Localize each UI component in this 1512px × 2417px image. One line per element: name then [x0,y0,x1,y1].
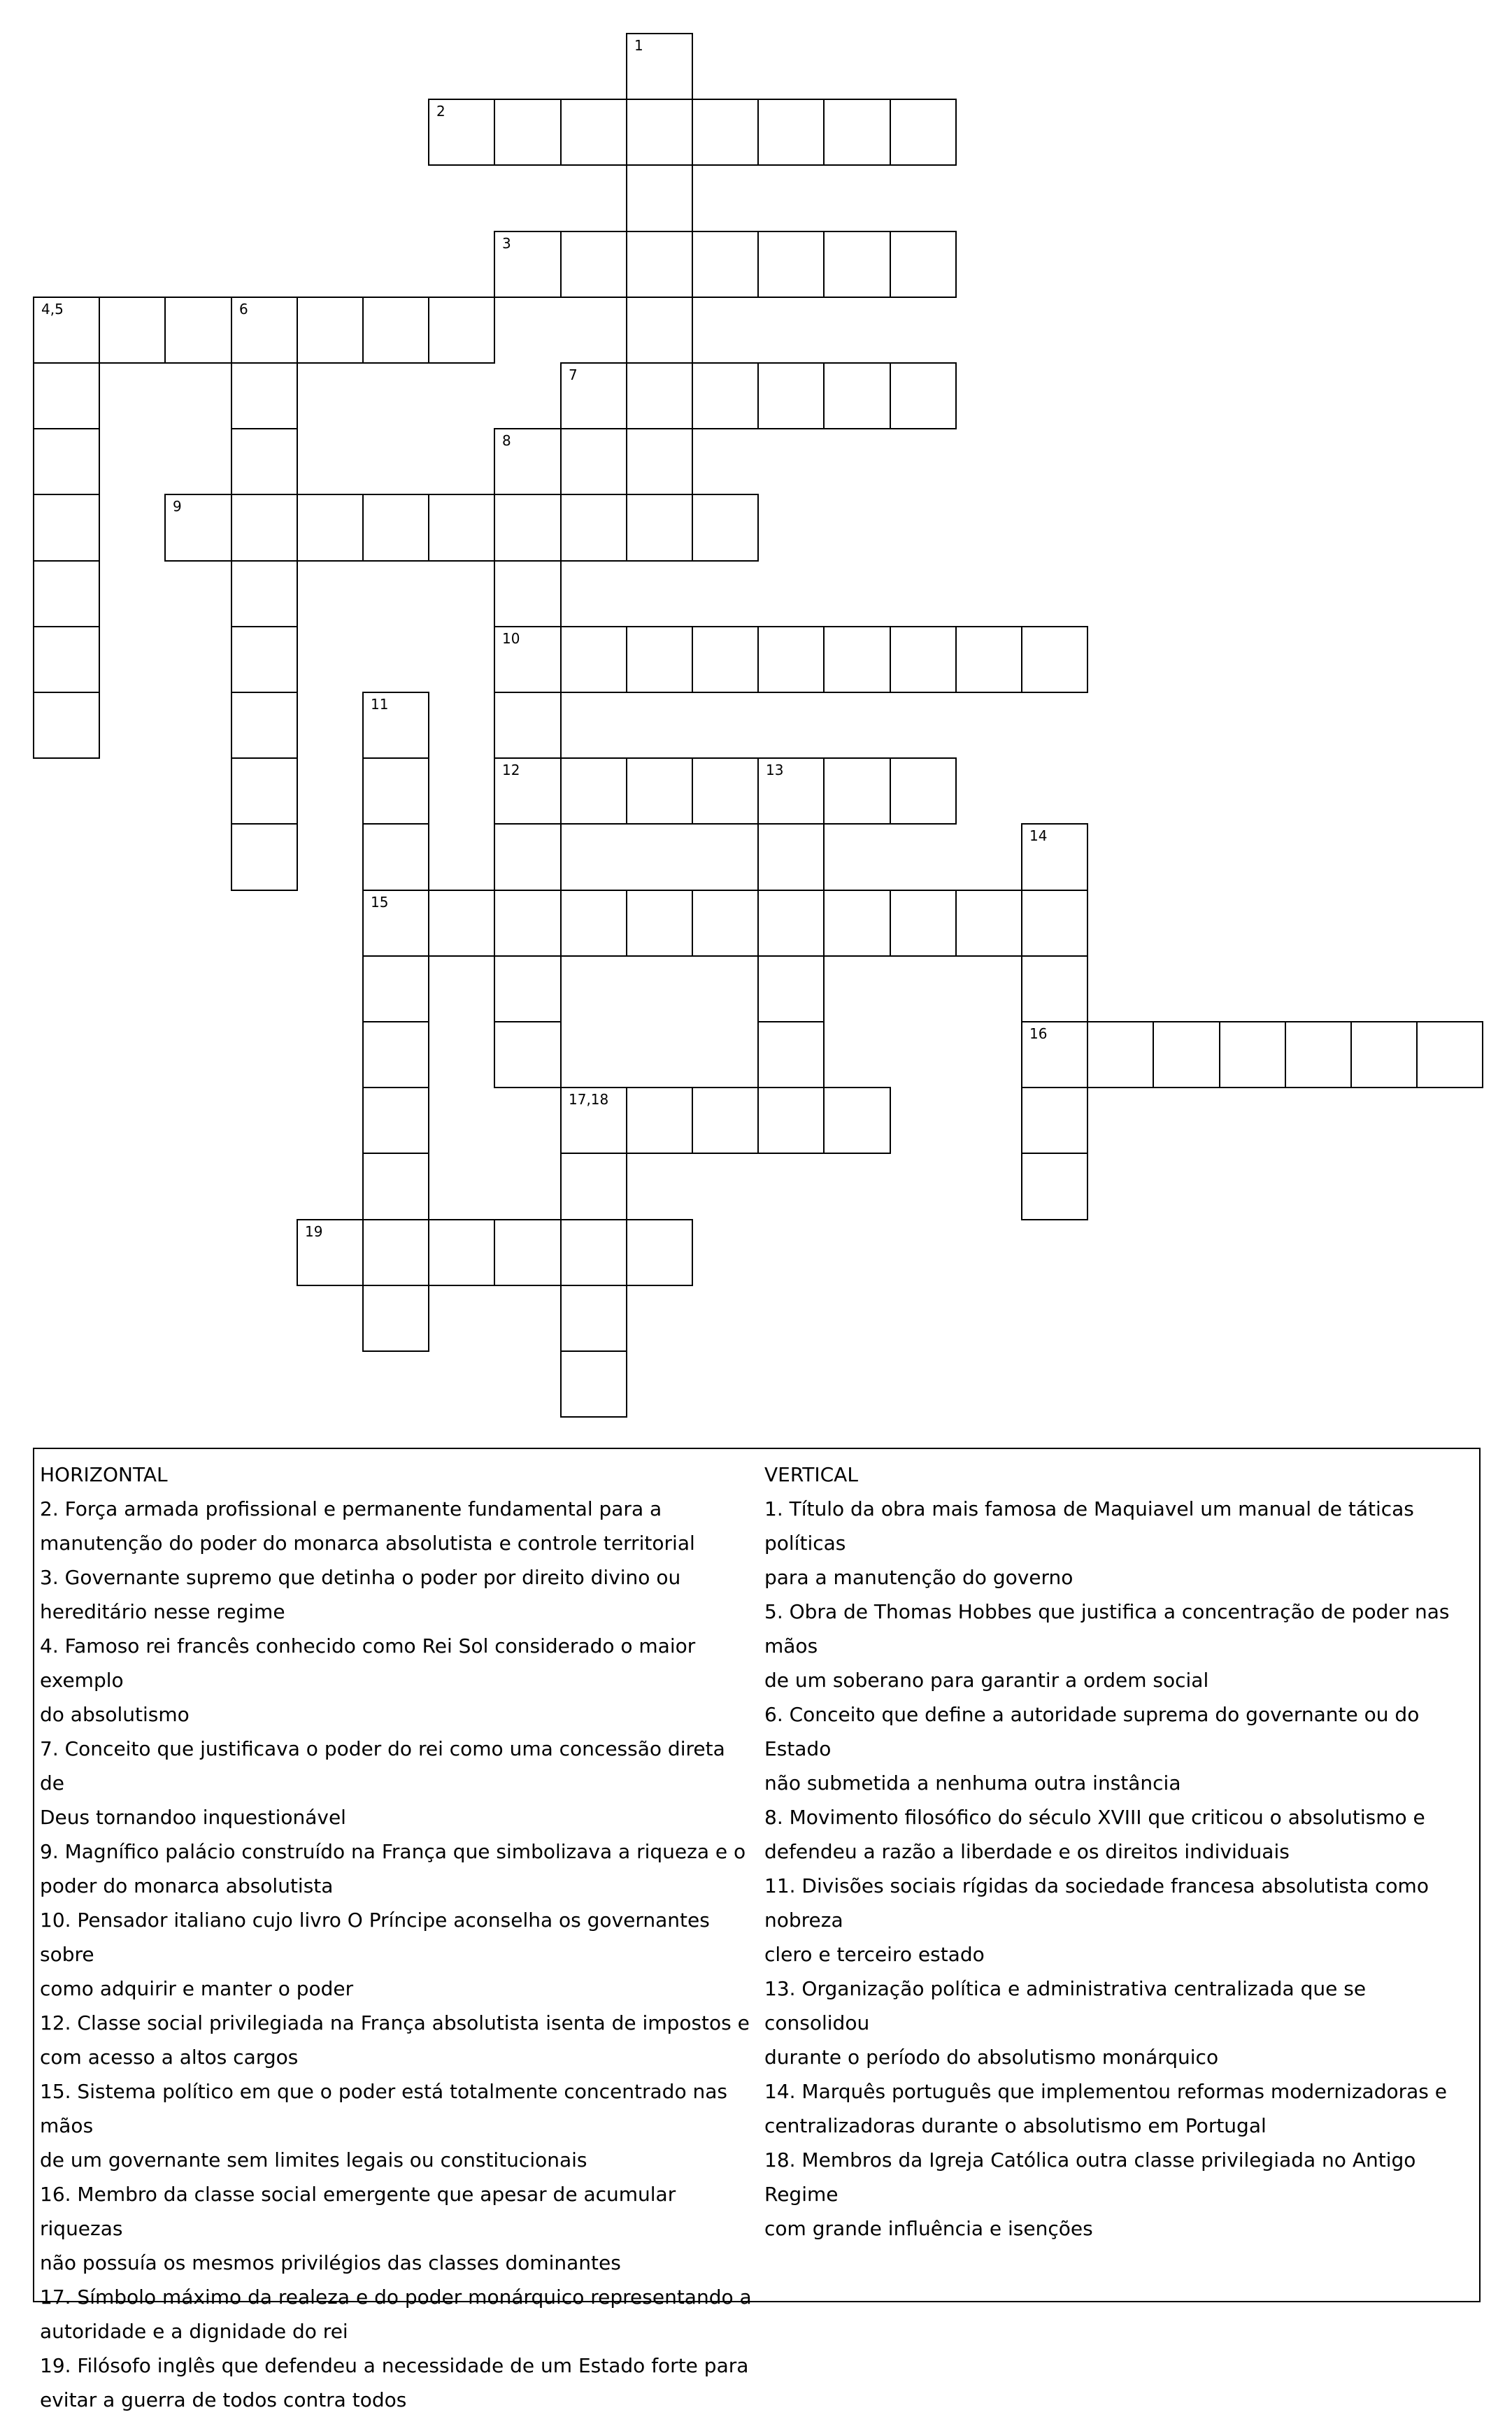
grid-cell[interactable] [560,890,627,957]
grid-cell[interactable] [231,626,298,693]
grid-cell[interactable] [494,890,562,957]
grid-cell[interactable] [560,99,627,166]
clue-number: 14 [1029,827,1048,844]
grid-cell[interactable] [231,362,298,429]
grid-cell[interactable] [626,99,693,166]
grid-cell[interactable] [890,626,957,693]
clue-line: 10. Pensador italiano cujo livro O Príncipe aconselha os governantes sobre [40,1909,710,1966]
grid-cell[interactable] [692,494,759,562]
grid-cell[interactable] [362,1219,429,1286]
grid-cell[interactable] [164,297,232,364]
clue-number: 19 [305,1223,323,1240]
grid-cell[interactable] [494,231,562,298]
clue-line: 7. Conceito que justificava o poder do rei como uma concessão direta de [40,1737,725,1795]
horizontal-clue-list [40,1492,753,2417]
grid-cell[interactable] [297,297,364,364]
grid-cell[interactable] [33,626,100,693]
grid-cell[interactable] [560,1350,627,1418]
clue-number: 11 [371,696,389,713]
grid-cell[interactable] [33,428,100,495]
grid-cell[interactable] [1416,1021,1483,1088]
grid-cell[interactable] [362,1021,429,1088]
grid-cell[interactable] [231,692,298,759]
grid-cell[interactable] [33,297,100,364]
clue-line: hereditário nesse regime [40,1600,285,1623]
clue-line: defendeu a razão a liberdade e os direitos individuais [764,1840,1290,1863]
grid-cell[interactable] [626,231,693,298]
grid-cell[interactable] [626,1219,693,1286]
clue-number: 1 [634,37,643,54]
clue-line: 14. Marquês português que implementou reformas modernizadoras e [764,2080,1448,2103]
clue-line: 19. Filósofo inglês que defendeu a necessidade de um Estado forte para [40,2354,749,2377]
grid-cell[interactable] [362,692,429,759]
clue-line: 12. Classe social privilegiada na França absolutista isenta de impostos e [40,2011,750,2034]
grid-cell[interactable] [626,362,693,429]
grid-cell[interactable] [494,823,562,891]
grid-cell[interactable] [362,823,429,891]
grid-cell[interactable] [692,890,759,957]
clue-line: 1. Título da obra mais famosa de Maquiavel um manual de táticas políticas [764,1497,1414,1555]
grid-cell[interactable] [692,1087,759,1154]
grid-cell[interactable] [890,890,957,957]
clue-number: 12 [502,762,520,778]
clue-line: 18. Membros da Igreja Católica outra classe privilegiada no Antigo Regime [764,2148,1416,2206]
horizontal-title: HORIZONTAL [40,1463,168,1486]
grid-cell[interactable] [1087,1021,1154,1088]
clue-number: 4,5 [41,301,64,318]
grid-cell[interactable] [494,757,562,825]
clue-number: 16 [1029,1025,1048,1042]
grid-cell[interactable] [757,362,825,429]
grid-cell[interactable] [428,1219,495,1286]
grid-cell[interactable] [33,362,100,429]
grid-cell[interactable] [231,823,298,891]
clue-line: 15. Sistema político em que o poder está totalmente concentrado nas mãos [40,2080,727,2137]
grid-cell[interactable] [494,560,562,627]
grid-cell[interactable] [297,494,364,562]
grid-cell[interactable] [890,757,957,825]
grid-cell[interactable] [560,494,627,562]
clue-line: durante o período do absolutismo monárquico [764,2046,1219,2069]
clue-line: 17. Símbolo máximo da realeza e do poder monárquico representando a [40,2286,752,2309]
clue-line: com acesso a altos cargos [40,2046,299,2069]
clue-line: para a manutenção do governo [764,1566,1074,1589]
grid-cell[interactable] [1021,955,1088,1022]
grid-cell[interactable] [494,99,562,166]
grid-cell[interactable] [890,362,957,429]
clue-line: Deus tornandoo inquestionável [40,1806,346,1829]
grid-cell[interactable] [362,890,429,957]
grid-cell[interactable] [362,1087,429,1154]
vertical-clue-list [764,1492,1472,2246]
grid-cell[interactable] [823,99,891,166]
grid-cell[interactable] [1021,823,1088,891]
grid-cell[interactable] [1350,1021,1418,1088]
grid-cell[interactable] [626,1087,693,1154]
grid-cell[interactable] [757,757,825,825]
grid-cell[interactable] [164,494,232,562]
grid-cell[interactable] [626,297,693,364]
grid-cell[interactable] [1021,626,1088,693]
grid-cell[interactable] [560,1087,627,1154]
grid-cell[interactable] [231,428,298,495]
grid-cell[interactable] [231,560,298,627]
grid-cell[interactable] [428,890,495,957]
grid-cell[interactable] [757,1021,825,1088]
grid-cell[interactable] [494,1219,562,1286]
grid-cell[interactable] [692,99,759,166]
horizontal-clues [40,1457,753,2417]
clue-line: de um governante sem limites legais ou constitucionais [40,2148,587,2172]
grid-cell[interactable] [823,626,891,693]
clue-line: autoridade e a dignidade do rei [40,2320,348,2343]
grid-cell[interactable] [362,955,429,1022]
grid-cell[interactable] [692,231,759,298]
grid-cell[interactable] [626,494,693,562]
clue-number: 10 [502,630,520,647]
clue-line: de um soberano para garantir a ordem social [764,1669,1209,1692]
grid-cell[interactable] [823,1087,891,1154]
clue-number: 8 [502,432,511,449]
clue-line: com grande influência e isenções [764,2217,1093,2240]
grid-cell[interactable] [1021,1153,1088,1220]
clue-number: 17,18 [569,1091,609,1108]
grid-cell[interactable] [757,890,825,957]
clue-line: clero e terceiro estado [764,1943,985,1966]
clue-line: 2. Força armada profissional e permanente fundamental para a [40,1497,662,1520]
grid-cell[interactable] [362,297,429,364]
grid-cell[interactable] [33,560,100,627]
clue-line: 3. Governante supremo que detinha o poder por direito divino ou [40,1566,681,1589]
clue-line: não submetida a nenhuma outra instância [764,1771,1181,1795]
grid-cell[interactable] [1153,1021,1220,1088]
vertical-title: VERTICAL [764,1463,858,1486]
grid-cell[interactable] [560,1153,627,1220]
grid-cell[interactable] [823,757,891,825]
grid-cell[interactable] [692,626,759,693]
grid-cell[interactable] [757,1087,825,1154]
grid-cell[interactable] [757,823,825,891]
grid-cell[interactable] [494,428,562,495]
grid-cell[interactable] [297,1219,364,1286]
grid-cell[interactable] [692,362,759,429]
grid-cell[interactable] [955,890,1022,957]
grid-cell[interactable] [99,297,166,364]
clue-line: 8. Movimento filosófico do século XVIII que criticou o absolutismo e [764,1806,1425,1829]
grid-cell[interactable] [362,757,429,825]
grid-cell[interactable] [362,1153,429,1220]
grid-cell[interactable] [955,626,1022,693]
grid-cell[interactable] [494,494,562,562]
clue-line: 4. Famoso rei francês conhecido como Rei Sol considerado o maior exemplo [40,1634,696,1692]
grid-cell[interactable] [560,362,627,429]
clue-number: 2 [436,103,445,120]
grid-cell[interactable] [626,33,693,100]
grid-cell[interactable] [560,1285,627,1352]
clue-line: 9. Magnífico palácio construído na França que simbolizava a riqueza e o [40,1840,746,1863]
grid-cell[interactable] [494,626,562,693]
clue-line: evitar a guerra de todos contra todos [40,2388,407,2411]
grid-cell[interactable] [428,494,495,562]
grid-cell[interactable] [494,1021,562,1088]
grid-cell[interactable] [626,428,693,495]
grid-cell[interactable] [33,692,100,759]
grid-cell[interactable] [626,626,693,693]
clue-line: não possuía os mesmos privilégios das classes dominantes [40,2251,621,2274]
grid-cell[interactable] [1021,890,1088,957]
clue-number: 7 [569,366,578,383]
clue-line: 6. Conceito que define a autoridade suprema do governante ou do Estado [764,1703,1420,1760]
grid-cell[interactable] [757,626,825,693]
clue-line: 5. Obra de Thomas Hobbes que justifica a concentração de poder nas mãos [764,1600,1450,1657]
grid-cell[interactable] [823,362,891,429]
grid-cell[interactable] [428,99,495,166]
grid-cell[interactable] [626,757,693,825]
grid-cell[interactable] [626,890,693,957]
clue-line: 13. Organização política e administrativa centralizada que se consolidou [764,1977,1367,2034]
grid-cell[interactable] [428,297,495,364]
grid-cell[interactable] [1285,1021,1352,1088]
grid-cell[interactable] [362,1285,429,1352]
clue-number: 6 [239,301,248,318]
grid-cell[interactable] [626,164,693,232]
clue-line: poder do monarca absolutista [40,1874,334,1897]
grid-cell[interactable] [890,99,957,166]
clue-line: 11. Divisões sociais rígidas da sociedade francesa absolutista como nobreza [764,1874,1429,1932]
clue-number: 13 [766,762,784,778]
grid-cell[interactable] [560,626,627,693]
grid-cell[interactable] [231,757,298,825]
grid-cell[interactable] [757,955,825,1022]
grid-cell[interactable] [560,1219,627,1286]
grid-cell[interactable] [494,692,562,759]
clue-line: 16. Membro da classe social emergente que apesar de acumular riquezas [40,2183,676,2240]
grid-cell[interactable] [757,99,825,166]
grid-cell[interactable] [231,297,298,364]
clue-line: do absolutismo [40,1703,190,1726]
grid-cell[interactable] [692,757,759,825]
grid-cell[interactable] [823,890,891,957]
vertical-clues [764,1457,1472,2246]
grid-cell[interactable] [560,231,627,298]
grid-cell[interactable] [823,231,891,298]
grid-cell[interactable] [757,231,825,298]
grid-cell[interactable] [231,494,298,562]
grid-cell[interactable] [1021,1087,1088,1154]
clue-line: manutenção do poder do monarca absolutista e controle territorial [40,1532,695,1555]
clue-number: 15 [371,894,389,911]
clue-number: 3 [502,235,511,252]
clue-line: como adquirir e manter o poder [40,1977,354,2000]
grid-cell[interactable] [33,494,100,562]
clue-line: centralizadoras durante o absolutismo em Portugal [764,2114,1267,2137]
grid-cell[interactable] [1219,1021,1286,1088]
grid-cell[interactable] [890,231,957,298]
grid-cell[interactable] [494,955,562,1022]
grid-cell[interactable] [560,428,627,495]
grid-cell[interactable] [362,494,429,562]
grid-cell[interactable] [560,757,627,825]
clue-number: 9 [173,498,182,515]
grid-cell[interactable] [1021,1021,1088,1088]
